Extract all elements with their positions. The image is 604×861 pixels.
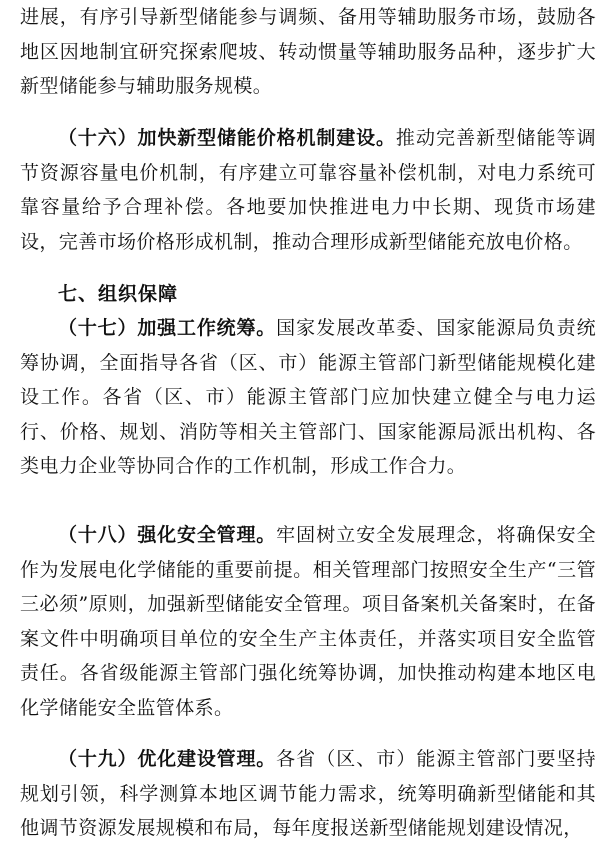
paragraph-body: 进展，有序引导新型储能参与调频、备用等辅助服务市场，鼓励各地区因地制宜研究探索爬坡、转动惯量等辅助服务品种，逐步扩大新型储能参与辅助服务规模。 [20, 6, 596, 98]
paragraph-body: 推动完善新型储能等调节资源容量电价机制，有序建立可靠容量补偿机制，对电力系统可靠容量给予合理补偿。各地要加快推进电力中长期、现货市场建设，完善市场价格形成机制，推动合理形成新型储能充放电价格。 [20, 127, 596, 253]
paragraph-body: 牢固树立安全发展理念，将确保安全作为发展电化学储能的重要前提。相关管理部门按照安全生产“三管三必须”原则，加强新型储能安全管理。项目备案机关备案时，在备案文件中明确项目单位的安全生产主体责任，并落实项目安全监管责任。各省级能源主管部门强化统筹协调，加快推动构建本地区电化学储能安全监管体系。 [20, 524, 596, 719]
paragraph-label: （十六）加快新型储能价格机制建设。 [58, 127, 396, 149]
paragraph-18-safety-management [20, 518, 596, 726]
paragraph-body: 各省（区、市）能源主管部门要坚持规划引领，科学测算本地区调节能力需求，统筹明确新型储能和其他调节资源发展规模和布局，每年度报送新型储能规划建设情况， [20, 748, 596, 840]
paragraph-16-pricing-mechanism [20, 121, 596, 259]
paragraph-19-construction-management [20, 742, 596, 846]
paragraph-17-work-coordination [20, 311, 596, 484]
paragraph-body: 国家发展改革委、国家能源局负责统筹协调，全面指导各省（区、市）能源主管部门新型储能规模化建设工作。各省（区、市）能源主管部门应加快建立健全与电力运行、价格、规划、消防等相关主管部门、国家能源局派出机构、各类电力企业等协同合作的工作机制，形成工作合力。 [20, 317, 596, 478]
paragraph-label: （十七）加强工作统筹。 [58, 317, 277, 339]
paragraph-ancillary-services [20, 0, 596, 104]
paragraph-label: （十九）优化建设管理。 [58, 748, 277, 770]
paragraph-label: （十八）强化安全管理。 [58, 524, 277, 546]
section-heading-organizational-guarantee: 七、组织保障 [58, 283, 179, 305]
